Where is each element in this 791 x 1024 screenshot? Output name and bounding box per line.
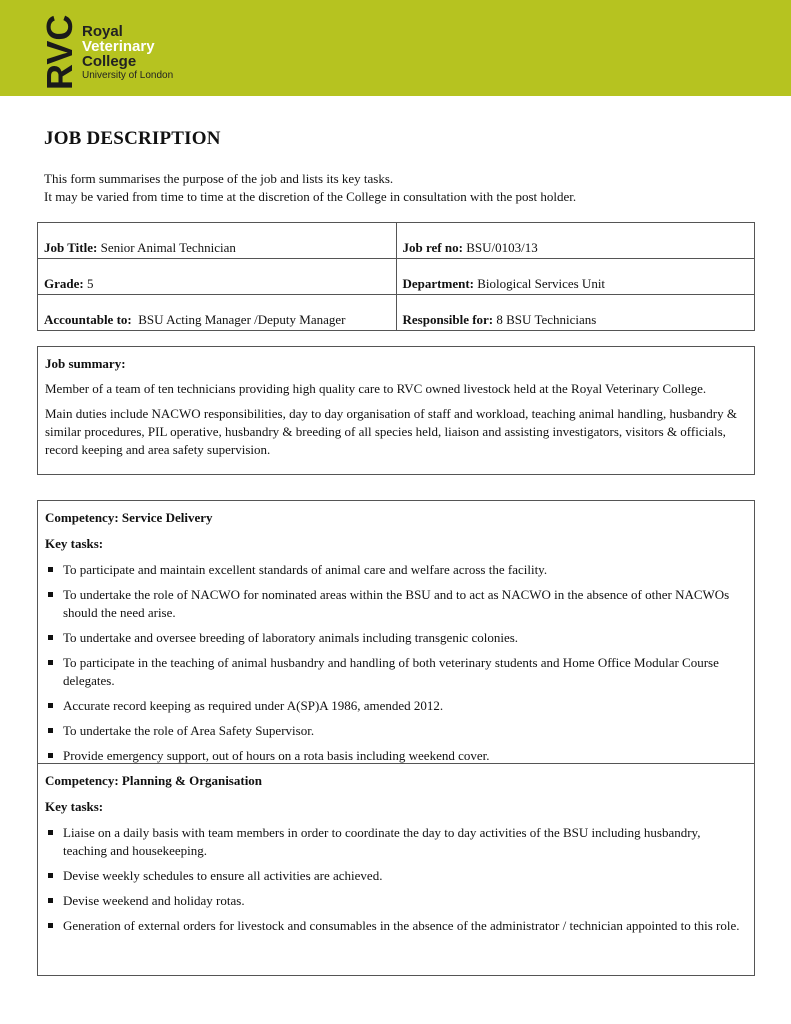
task-text: Devise weekly schedules to ensure all activities are achieved. (63, 868, 383, 883)
job-ref-label: Job ref no: (402, 240, 463, 255)
task-text: Liaise on a daily basis with team members in order to coordinate the day to day activities of the BSU including husbandry, teaching and housekeeping. (63, 825, 701, 858)
job-info-table (37, 222, 755, 331)
grade-cell (38, 259, 397, 295)
key-tasks-label: Key tasks: (45, 799, 104, 814)
job-title-value: Senior Animal Technician (97, 240, 236, 255)
job-summary-box (37, 346, 755, 475)
competency-heading: Competency: Service Delivery (45, 510, 213, 525)
accountable-cell (38, 295, 397, 331)
responsible-label: Responsible for: (402, 312, 494, 327)
list-item (45, 917, 747, 935)
competency-planning-organisation (38, 763, 754, 942)
logo-line-university: University of London (82, 70, 174, 81)
header-band (0, 0, 791, 96)
list-item (45, 629, 747, 647)
job-ref-cell (396, 223, 755, 259)
task-text: To undertake the role of Area Safety Supervisor. (63, 723, 315, 738)
rvc-mark-text: RVC (39, 14, 80, 90)
task-text: To participate in the teaching of animal husbandry and handling of both veterinary students and Home Office Modular Course delegates. (63, 655, 719, 688)
job-ref-value: BSU/0103/13 (462, 240, 538, 255)
bullet-icon (48, 753, 53, 758)
rvc-mark-icon (39, 8, 80, 90)
logo-line-royal: Royal (82, 23, 123, 40)
list-item (45, 586, 747, 622)
task-text: Generation of external orders for livestock and consumables in the absence of the administrator / technician appointed to this role. (63, 918, 740, 933)
accountable-label: Accountable to: (44, 312, 132, 327)
job-title-label: Job Title: (44, 240, 98, 255)
grade-label: Grade: (44, 276, 84, 291)
bullet-icon (48, 830, 53, 835)
task-list (45, 824, 747, 935)
task-text: To undertake the role of NACWO for nominated areas within the BSU and to act as NACWO in the absence of other NACWOs should the need arise. (63, 587, 730, 620)
bullet-icon (48, 660, 53, 665)
accountable-value: BSU Acting Manager /Deputy Manager (131, 312, 346, 327)
list-item (45, 892, 747, 910)
job-summary-heading: Job summary: (45, 356, 126, 371)
logo-line-college: College (82, 53, 137, 70)
task-text: Accurate record keeping as required under A(SP)A 1986, amended 2012. (63, 698, 444, 713)
intro-line-1: This form summarises the purpose of the job and lists its key tasks. (44, 171, 394, 186)
bullet-icon (48, 898, 53, 903)
bullet-icon (48, 728, 53, 733)
competency-service-delivery (38, 509, 754, 772)
bullet-icon (48, 703, 53, 708)
rvc-logo (39, 8, 204, 90)
logo-wordmark (82, 24, 173, 82)
department-value: Biological Services Unit (473, 276, 606, 291)
page-title: JOB DESCRIPTION (44, 128, 221, 149)
list-item (45, 654, 747, 690)
task-text: To undertake and oversee breeding of laboratory animals including transgenic colonies. (63, 630, 519, 645)
job-summary-paragraph-1: Member of a team of ten technicians providing high quality care to RVC owned livestock held at the Royal Veterinary College. (45, 381, 707, 396)
department-cell (396, 259, 755, 295)
task-list (45, 561, 747, 765)
task-text: To participate and maintain excellent standards of animal care and welfare across the facility. (63, 562, 548, 577)
bullet-icon (48, 567, 53, 572)
bullet-icon (48, 592, 53, 597)
key-tasks-label: Key tasks: (45, 536, 104, 551)
department-label: Department: (402, 276, 474, 291)
bullet-icon (48, 873, 53, 878)
responsible-cell (396, 295, 755, 331)
job-summary-paragraph-2: Main duties include NACWO responsibilities, day to day organisation of staff and workload, teaching animal handling, husbandry & similar procedures, PIL operative, husbandry & breeding of all species held, liaison and assisting investigators, visitors & officials, record keeping and area safety supervision. (45, 406, 737, 457)
bullet-icon (48, 635, 53, 640)
task-text: Provide emergency support, out of hours on a rota basis including weekend cover. (63, 748, 490, 763)
list-item (45, 867, 747, 885)
competency-heading: Competency: Planning & Organisation (45, 773, 263, 788)
list-item (45, 824, 747, 860)
job-title-cell (38, 223, 397, 259)
bullet-icon (48, 923, 53, 928)
list-item (45, 722, 747, 740)
list-item (45, 697, 747, 715)
intro-line-2: It may be varied from time to time at the discretion of the College in consultation with the post holder. (44, 189, 577, 204)
responsible-value: 8 BSU Technicians (493, 312, 597, 327)
intro-text (44, 170, 576, 206)
competencies-box (37, 500, 755, 976)
task-text: Devise weekend and holiday rotas. (63, 893, 245, 908)
grade-value: 5 (83, 276, 94, 291)
logo-line-veterinary: Veterinary (82, 38, 155, 55)
list-item (45, 561, 747, 579)
